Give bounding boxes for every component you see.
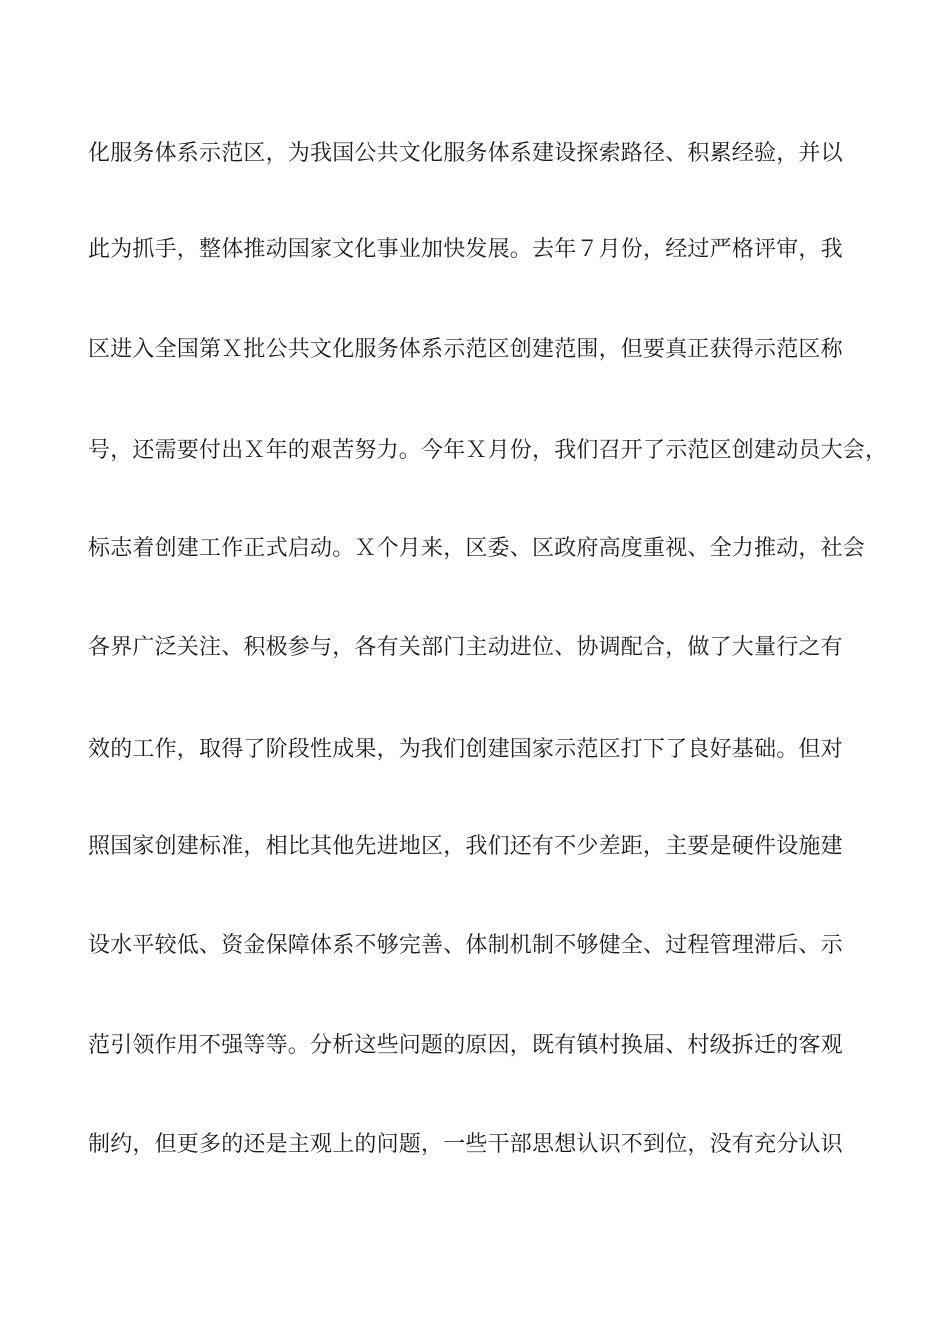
paragraph-line: 号，还需要付出Ｘ年的艰苦努力。今年Ｘ月份，我们召开了示范区创建动员大会， [88,438,888,463]
paragraph-line: 照国家创建标准，相比其他先进地区，我们还有不少差距，主要是硬件设施建 [88,834,843,859]
paragraph-line: 设水平较低、资金保障体系不够完善、体制机制不够健全、过程管理滞后、示 [88,933,843,958]
paragraph-line: 范引领作用不强等等。分析这些问题的原因，既有镇村换届、村级拆迁的客观 [88,1033,843,1058]
paragraph-line: 制约，但更多的还是主观上的问题，一些干部思想认识不到位，没有充分认识 [88,1132,843,1157]
paragraph-line: 化服务体系示范区，为我国公共文化服务体系建设探索路径、积累经验，并以 [88,141,843,166]
paragraph-line: 区进入全国第Ｘ批公共文化服务体系示范区创建范围，但要真正获得示范区称 [88,337,843,362]
paragraph-line: 此为抓手，整体推动国家文化事业加快发展。去年７月份，经过严格评审，我 [88,237,843,262]
paragraph-line: 各界广泛关注、积极参与，各有关部门主动进位、协调配合，做了大量行之有 [88,635,843,660]
paragraph-line: 效的工作，取得了阶段性成果，为我们创建国家示范区打下了良好基础。但对 [88,737,843,762]
paragraph-line: 标志着创建工作正式启动。Ｘ个月来，区委、区政府高度重视、全力推动，社会 [88,536,866,561]
